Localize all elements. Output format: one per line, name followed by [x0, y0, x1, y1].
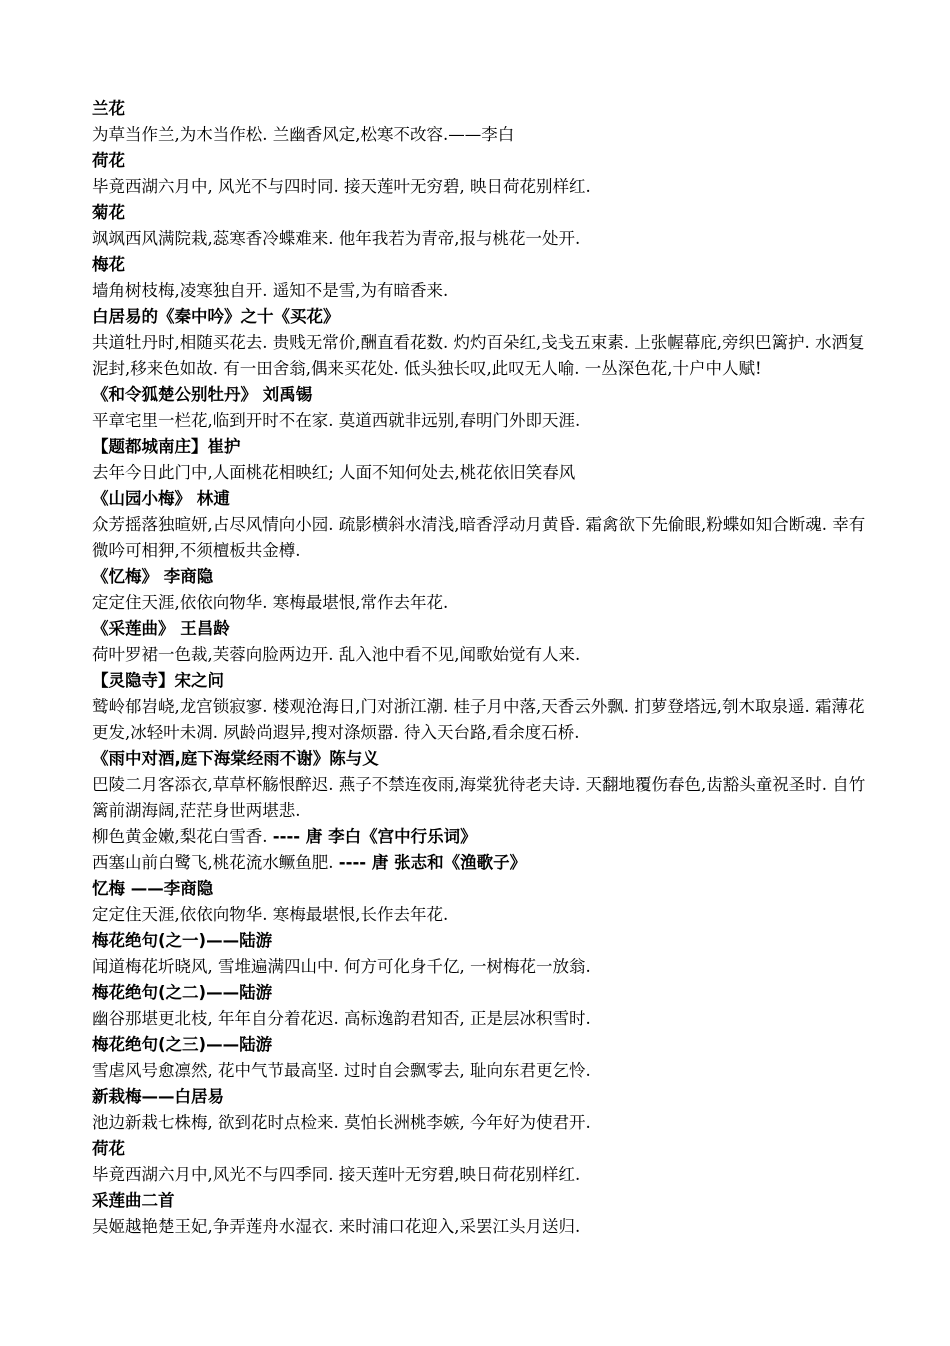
poem-text: 荷叶罗裙一色裁,芙蓉向脸两边开. 乱入池中看不见,闻歌始觉有人来.: [92, 645, 581, 664]
quote-line: [92, 850, 872, 876]
poem-title: 《雨中对酒,庭下海棠经雨不谢》陈与义: [92, 749, 379, 768]
poem-title: 兰花: [92, 99, 125, 118]
poem-entry: [92, 564, 872, 616]
quote-attribution: ---- 唐 李白《宫中行乐词》: [272, 827, 477, 846]
poem-entry: [92, 1136, 872, 1188]
poem-entry: [92, 200, 872, 252]
poem-entry: [92, 876, 872, 928]
poem-entry: [92, 616, 872, 668]
poem-entry: [92, 148, 872, 200]
poem-title: 白居易的《秦中吟》之十《买花》: [92, 307, 340, 326]
poem-title: 《山园小梅》 林逋: [92, 489, 230, 508]
poem-title: 【题都城南庄】崔护: [92, 437, 241, 456]
poem-entry: [92, 980, 872, 1032]
poem-title: 荷花: [92, 1139, 125, 1158]
poem-entry: [92, 252, 872, 304]
quote-text: 西塞山前白鹭飞,桃花流水鳜鱼肥.: [92, 853, 339, 872]
poem-entry: [92, 434, 872, 486]
poem-text: 巴陵二月客添衣,草草杯觞恨醉迟. 燕子不禁连夜雨,海棠犹待老夫诗. 天翻地覆伤春色,齿豁头童祝圣时. 自竹篱前湖海阔,茫茫身世两堪悲.: [92, 775, 866, 820]
document-page: [92, 96, 872, 1240]
poem-entry: [92, 304, 872, 382]
poem-entry: [92, 486, 872, 564]
poem-text: 定定住天涯,依依向物华. 寒梅最堪恨,长作去年花.: [92, 905, 449, 924]
poem-text: 众芳摇落独暄妍,占尽风情向小园. 疏影横斜水清浅,暗香浮动月黄昏. 霜禽欲下先偷眼,粉蝶如知合断魂. 幸有微吟可相狎,不须檀板共金樽.: [92, 515, 866, 560]
poem-entry: [92, 1084, 872, 1136]
poem-title: 梅花绝句(之一)——陆游: [92, 931, 273, 950]
poem-title: 《采莲曲》 王昌龄: [92, 619, 230, 638]
poem-title: 梅花: [92, 255, 125, 274]
poem-title: 梅花绝句(之二)——陆游: [92, 983, 273, 1002]
poem-title: 菊花: [92, 203, 125, 222]
poem-entry: [92, 928, 872, 980]
poem-text: 鹫岭郁岧峣,龙宫锁寂寥. 楼观沧海日,门对浙江潮. 桂子月中落,天香云外飘. 扪萝登塔远,刳木取泉遥. 霜薄花更发,冰轻叶未凋. 夙龄尚遐异,搜对涤烦嚣. 待入天台路,看余度石桥.: [92, 697, 865, 742]
poem-title: 忆梅 ——李商隐: [92, 879, 214, 898]
poem-title: 《忆梅》 李商隐: [92, 567, 214, 586]
poem-title: 新栽梅——白居易: [92, 1087, 224, 1106]
poem-title: 梅花绝句(之三)——陆游: [92, 1035, 273, 1054]
quote-line: [92, 824, 872, 850]
poem-text: 去年今日此门中,人面桃花相映红; 人面不知何处去,桃花依旧笑春风: [92, 463, 576, 482]
poem-entry: [92, 1032, 872, 1084]
poem-text: 为草当作兰,为木当作松. 兰幽香风定,松寒不改容.——李白: [92, 125, 515, 144]
poem-entry: [92, 96, 872, 148]
quote-text: 柳色黄金嫩,梨花白雪香.: [92, 827, 273, 846]
poem-text: 吴姬越艳楚王妃,争弄莲舟水湿衣. 来时浦口花迎入,采罢江头月送归.: [92, 1217, 581, 1236]
quote-attribution: ---- 唐 张志和《渔歌子》: [338, 853, 527, 872]
poem-text: 定定住天涯,依依向物华. 寒梅最堪恨,常作去年花.: [92, 593, 449, 612]
poem-text: 飒飒西风满院栽,蕊寒香冷蝶难来. 他年我若为青帝,报与桃花一处开.: [92, 229, 581, 248]
poem-text: 毕竟西湖六月中, 风光不与四时同. 接天莲叶无穷碧, 映日荷花别样红.: [92, 177, 591, 196]
poem-text: 墙角树枝梅,凌寒独自开. 遥知不是雪,为有暗香来.: [92, 281, 449, 300]
poem-title: 采莲曲二首: [92, 1191, 175, 1210]
poem-title: 【灵隐寺】宋之问: [92, 671, 224, 690]
poem-title: 《和令狐楚公别牡丹》 刘禹锡: [92, 385, 313, 404]
poem-text: 平章宅里一栏花,临到开时不在家. 莫道西就非远别,春明门外即天涯.: [92, 411, 581, 430]
poem-title: 荷花: [92, 151, 125, 170]
poem-entry: [92, 1188, 872, 1240]
poem-entry: [92, 382, 872, 434]
poem-text: 池边新栽七株梅, 欲到花时点检来. 莫怕长洲桃李嫉, 今年好为使君开.: [92, 1113, 591, 1132]
poem-text: 闻道梅花圻晓风, 雪堆遍满四山中. 何方可化身千亿, 一树梅花一放翁.: [92, 957, 591, 976]
poem-text: 毕竟西湖六月中,风光不与四季同. 接天莲叶无穷碧,映日荷花别样红.: [92, 1165, 581, 1184]
poem-text: 雪虐风号愈凛然, 花中气节最高坚. 过时自会飘零去, 耻向东君更乞怜.: [92, 1061, 591, 1080]
poem-entry: [92, 746, 872, 824]
poem-entry: [92, 668, 872, 746]
poem-text: 共道牡丹时,相随买花去. 贵贱无常价,酬直看花数. 灼灼百朵红,戋戋五束素. 上张幄幕庇,旁织巴篱护. 水洒复泥封,移来色如故. 有一田舍翁,偶来买花处. 低头独长叹,此叹无人喻. 一丛深色花,十户中人赋!: [92, 333, 865, 378]
poem-text: 幽谷那堪更北枝, 年年自分着花迟. 高标逸韵君知否, 正是层冰积雪时.: [92, 1009, 591, 1028]
